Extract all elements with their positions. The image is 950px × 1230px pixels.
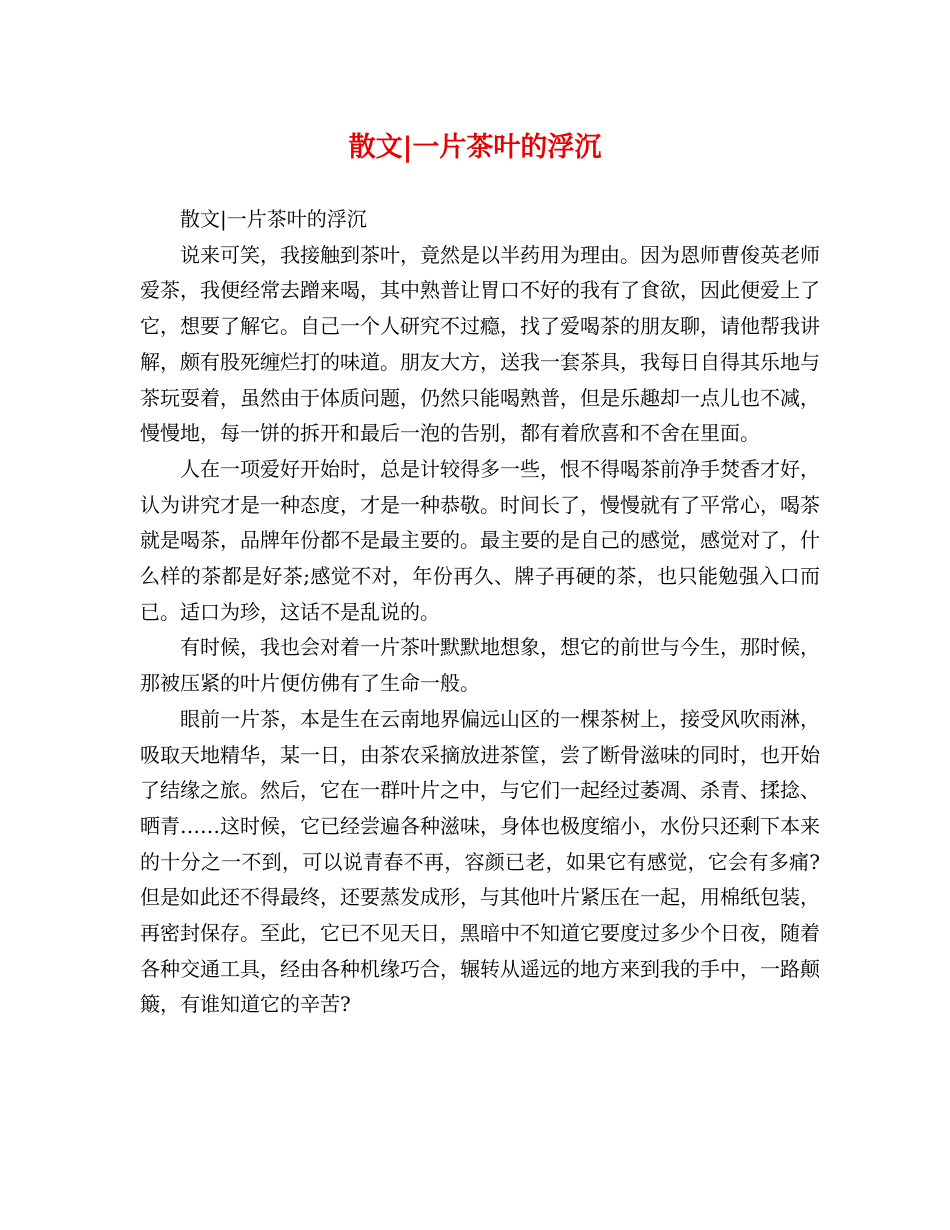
- document-title: 散文|一片茶叶的浮沉: [348, 132, 602, 163]
- document-body: [140, 202, 820, 1023]
- document-subtitle: 散文|一片茶叶的浮沉: [180, 207, 367, 231]
- paragraph: 眼前一片茶，本是生在云南地界偏远山区的一棵茶树上，接受风吹雨淋，吸取天地精华，某一日，由茶农采摘放进茶筐，尝了断骨滋味的同时，也开始了结缘之旅。然后，它在一群叶片之中，与它们一起经过萎凋、杀青、揉捻、晒青……这时候，它已经尝遍各种滋味，身体也极度缩小，水份只还剩下本来的十分之一不到，可以说青春不再，容颜已老，如果它有感觉，它会有多痛?但是如此还不得最终，还要蒸发成形，与其他叶片紧压在一起，用棉纸包装，再密封保存。至此，它已不见天日，黑暗中不知道它要度过多少个日夜，随着各种交通工具，经由各种机缘巧合，辗转从遥远的地方来到我的手中，一路颠簸，有谁知道它的辛苦?: [140, 706, 820, 1017]
- paragraph: 说来可笑，我接触到茶叶，竟然是以半药用为理由。因为恩师曹俊英老师爱茶，我便经常去蹭来喝，其中熟普让胃口不好的我有了食欲，因此便爱上了它，想要了解它。自己一个人研究不过瘾，找了爱喝茶的朋友聊，请他帮我讲解，颇有股死缠烂打的味道。朋友大方，送我一套茶具，我每日自得其乐地与茶玩耍着，虽然由于体质问题，仍然只能喝熟普，但是乐趣却一点儿也不减，慢慢地，每一饼的拆开和最后一泡的告别，都有着欣喜和不舍在里面。: [140, 242, 820, 446]
- paragraph: 有时候，我也会对着一片茶叶默默地想象，想它的前世与今生，那时候，那被压紧的叶片便仿佛有了生命一般。: [140, 635, 820, 696]
- paragraph: 人在一项爱好开始时，总是计较得多一些，恨不得喝茶前净手焚香才好，认为讲究才是一种态度，才是一种恭敬。时间长了，慢慢就有了平常心，喝茶就是喝茶，品牌年份都不是最主要的。最主要的是自己的感觉，感觉对了，什么样的茶都是好茶;感觉不对，年份再久、牌子再硬的茶，也只能勉强入口而已。适口为珍，这话不是乱说的。: [140, 456, 820, 624]
